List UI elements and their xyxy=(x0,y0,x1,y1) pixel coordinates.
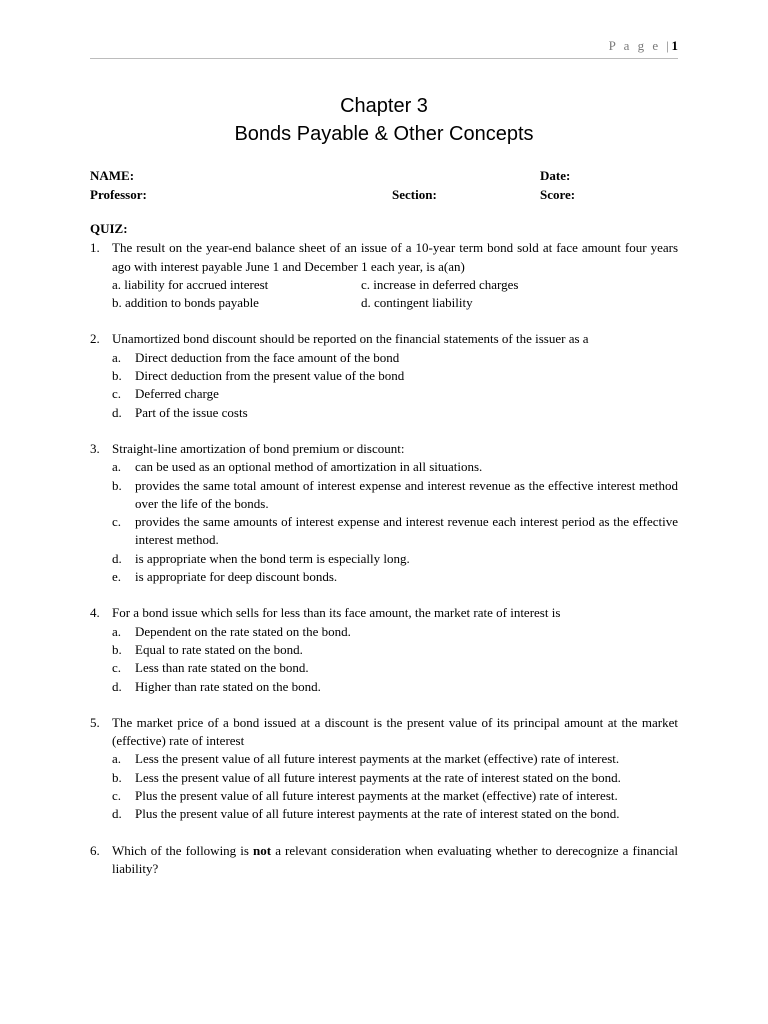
document-title xyxy=(0,92,768,148)
option-a: a. Dependent on the rate stated on the bond. xyxy=(112,623,351,639)
option-c: c. provides the same amounts of interest expense and interest revenue each interest period as the effective interest method. xyxy=(112,514,678,548)
quiz-label: QUIZ: xyxy=(90,221,128,236)
name-label: NAME: xyxy=(90,168,135,183)
question-1 xyxy=(90,239,678,312)
question-4 xyxy=(90,604,678,695)
option-e: e. is appropriate for deep discount bonds. xyxy=(112,569,338,585)
question-text: Unamortized bond discount should be reported on the financial statements of the issuer as a xyxy=(112,331,589,347)
option-b: b. Equal to rate stated on the bond. xyxy=(112,641,303,657)
question-2 xyxy=(90,330,678,421)
question-number: 6. xyxy=(90,842,100,858)
chapter-subtitle: Bonds Payable & Other Concepts xyxy=(234,123,534,145)
option-d: d. is appropriate when the bond term is especially long. xyxy=(112,550,410,566)
option-c: c. Plus the present value of all future interest payments at the market (effective) rate of interest. xyxy=(112,788,618,804)
question-number: 1. xyxy=(90,240,100,256)
question-5 xyxy=(90,714,678,824)
option-a: a. liability for accrued interest xyxy=(112,276,269,292)
question-number: 5. xyxy=(90,714,100,730)
option-b: b. provides the same total amount of interest expense and interest revenue as the effective interest method over the life of the bonds. xyxy=(112,477,678,511)
option-c: c. Deferred charge xyxy=(112,386,219,402)
option-a: a. Less the present value of all future interest payments at the market (effective) rate of interest. xyxy=(112,751,620,767)
option-d: d. Higher than rate stated on the bond. xyxy=(112,678,321,694)
option-c: c. Less than rate stated on the bond. xyxy=(112,660,309,676)
question-number: 3. xyxy=(90,440,100,456)
score-label: Score: xyxy=(540,187,576,202)
question-text: For a bond issue which sells for less than its face amount, the market rate of interest is xyxy=(112,605,561,621)
option-d: d. Part of the issue costs xyxy=(112,404,248,420)
emphasis-not: not xyxy=(253,842,272,858)
chapter-title: Chapter 3 xyxy=(340,95,428,117)
question-6 xyxy=(90,842,678,879)
question-text: The market price of a bond issued at a discount is the present value of its principal amount at the market (effective) rate of interest xyxy=(112,714,678,749)
question-text: Which of the following is not a relevant consideration when evaluating whether to derecognize a financial liability? xyxy=(112,842,678,876)
option-a: a. Direct deduction from the face amount of the bond xyxy=(112,349,400,365)
date-label: Date: xyxy=(540,168,571,183)
question-text: Straight-line amortization of bond premium or discount: xyxy=(112,440,405,456)
option-b: b. addition to bonds payable xyxy=(112,295,259,311)
page-number: 1 xyxy=(671,38,678,53)
option-d: d. Plus the present value of all future interest payments at the rate of interest stated on the bond. xyxy=(112,806,620,822)
page-label: P a g e | xyxy=(608,38,672,53)
option-b: b. Direct deduction from the present value of the bond xyxy=(112,368,405,384)
option-b: b. Less the present value of all future interest payments at the rate of interest stated on the bond. xyxy=(112,769,621,785)
option-a: a. can be used as an optional method of amortization in all situations. xyxy=(112,459,483,475)
section-label: Section: xyxy=(392,187,437,202)
option-d: d. contingent liability xyxy=(361,295,473,311)
question-3 xyxy=(90,440,678,586)
header-rule xyxy=(90,58,678,59)
question-text: The result on the year-end balance sheet of an issue of a 10-year term bond sold at face amount four years ago with interest payable June 1 and December 1 each year, is a(an) xyxy=(112,240,678,274)
option-c: c. increase in deferred charges xyxy=(361,276,519,292)
professor-label: Professor: xyxy=(90,187,147,202)
question-number: 2. xyxy=(90,331,100,347)
page-header xyxy=(609,38,678,54)
question-number: 4. xyxy=(90,605,100,621)
quiz-body xyxy=(90,220,678,878)
